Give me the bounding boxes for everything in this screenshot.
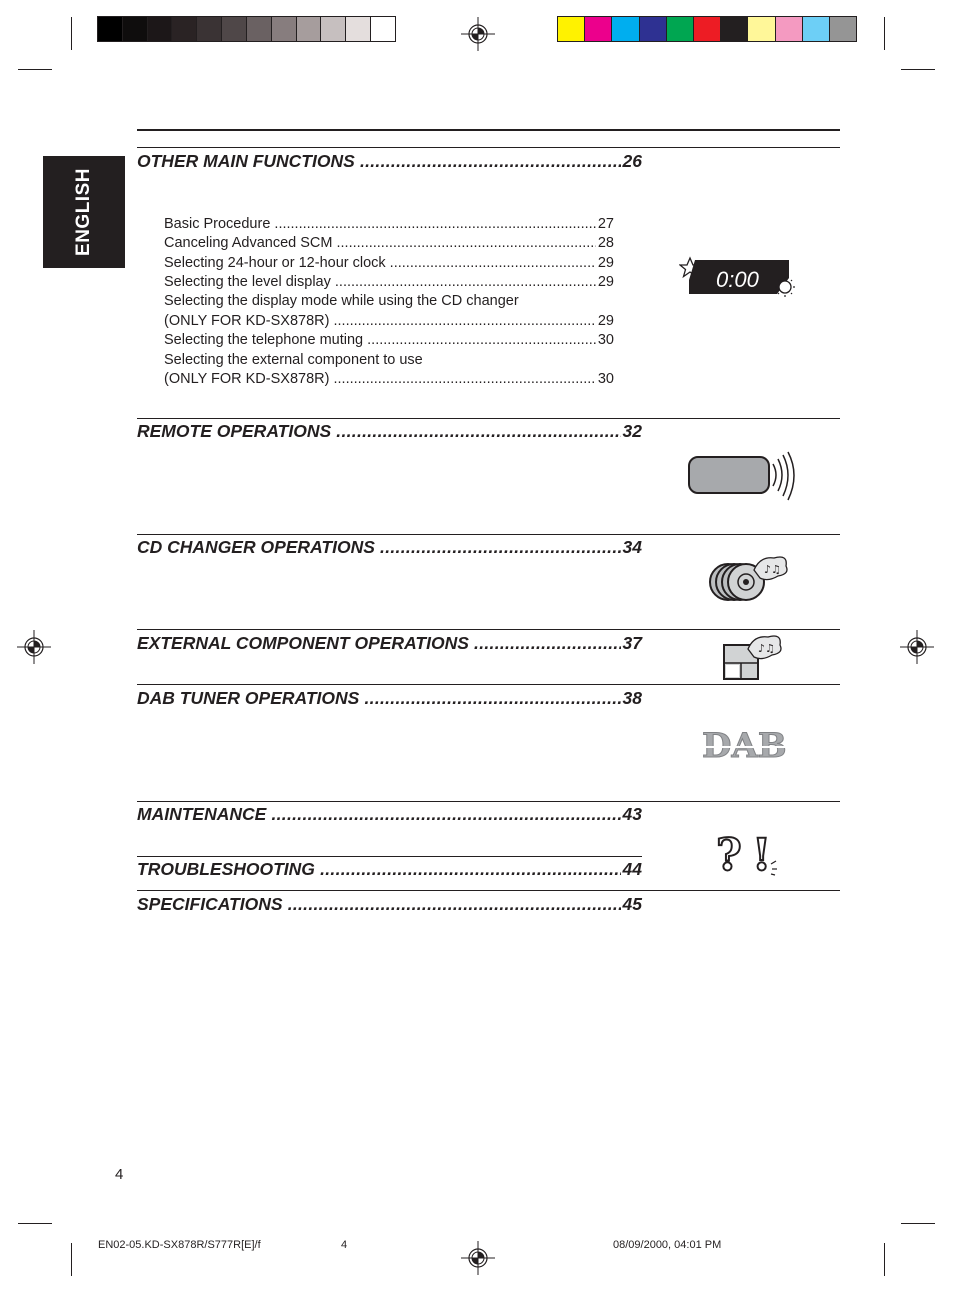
toc-subitem-page: 29 <box>597 313 614 329</box>
toc-section-other-main-functions[interactable] <box>137 151 642 172</box>
color-swatch <box>803 17 830 41</box>
toc-subitem-page: 30 <box>597 332 614 348</box>
registration-mark-icon <box>461 1241 495 1275</box>
svg-text:♪♫: ♪♫ <box>758 642 775 655</box>
toc-subitem-title: Canceling Advanced SCM ..... <box>164 235 596 251</box>
toc-section-title: TROUBLESHOOTING ..... <box>137 859 621 880</box>
toc-section-page: 43 <box>622 804 642 824</box>
registration-mark-icon <box>900 630 934 664</box>
toc-subitem[interactable] <box>164 274 614 290</box>
language-tab <box>43 156 125 268</box>
footer-timestamp: 08/09/2000, 04:01 PM <box>613 1239 722 1251</box>
clock-display-icon <box>679 256 797 302</box>
divider <box>137 856 642 857</box>
crop-mark <box>901 69 935 70</box>
toc-subitem-title: Selecting the display mode while using the CD changer <box>164 293 519 309</box>
toc-subitem-page: 29 <box>597 255 614 271</box>
toc-section-page: 32 <box>622 421 642 441</box>
toc-section-page: 44 <box>622 859 642 879</box>
toc-section-page: 26 <box>622 151 642 171</box>
color-swatch <box>247 17 272 41</box>
toc-subitem[interactable] <box>164 371 614 387</box>
crop-mark <box>18 1223 52 1224</box>
footer-page: 4 <box>341 1239 348 1251</box>
toc-section-page: 34 <box>622 537 642 557</box>
toc-section-page: 38 <box>622 688 642 708</box>
color-swatch <box>830 17 856 41</box>
toc-subitem-title: Selecting 24-hour or 12-hour clock ..... <box>164 255 596 271</box>
external-component-icon <box>722 633 784 681</box>
toc-subitem-page: 29 <box>597 274 614 290</box>
toc-section-dab-tuner-operations[interactable] <box>137 688 642 709</box>
toc-section-page: 45 <box>622 894 642 914</box>
toc-section-remote-operations[interactable] <box>137 421 642 442</box>
toc-section-title: CD CHANGER OPERATIONS ..... <box>137 537 621 558</box>
crop-mark <box>884 1243 885 1276</box>
toc-subitem-title: Selecting the level display ..... <box>164 274 596 290</box>
toc-subitem-title: Selecting the telephone muting ..... <box>164 332 596 348</box>
language-tab-label: ENGLISH <box>73 168 94 256</box>
cd-changer-icon <box>708 552 790 604</box>
toc-section-external-component-operations[interactable] <box>137 633 642 654</box>
svg-text:!: ! <box>752 830 772 876</box>
color-swatch <box>321 17 346 41</box>
color-swatch <box>222 17 247 41</box>
grayscale-calibration-bar <box>97 16 396 42</box>
dab-logo-icon <box>702 727 790 761</box>
toc-section-title: OTHER MAIN FUNCTIONS ..... <box>137 151 621 172</box>
toc-section-cd-changer-operations[interactable] <box>137 537 642 558</box>
divider <box>137 629 840 630</box>
toc-subitem[interactable] <box>164 235 614 251</box>
crop-mark <box>18 69 52 70</box>
toc-subitem[interactable] <box>164 313 614 329</box>
divider <box>137 147 840 148</box>
question-exclamation-icon <box>716 828 780 876</box>
footer-file-name: EN02-05.KD-SX878R/S777R[E]/f <box>98 1239 261 1251</box>
svg-text:♪♫: ♪♫ <box>764 563 781 576</box>
color-swatch <box>123 17 148 41</box>
toc-subitem-page: 27 <box>597 216 614 232</box>
toc-section-title: MAINTENANCE ..... <box>137 804 621 825</box>
color-swatch <box>694 17 721 41</box>
toc-section-troubleshooting[interactable] <box>137 859 642 880</box>
toc-subitem-page: 30 <box>597 371 614 387</box>
color-calibration-bar <box>557 16 857 42</box>
toc-subitem-title: Basic Procedure ..... <box>164 216 596 232</box>
toc-section-maintenance[interactable] <box>137 804 642 825</box>
clock-display-text: 0:00 <box>716 267 759 292</box>
registration-mark-icon <box>461 17 495 51</box>
divider <box>137 684 840 685</box>
color-swatch <box>640 17 667 41</box>
registration-mark-icon <box>17 630 51 664</box>
crop-mark <box>884 17 885 50</box>
remote-control-icon <box>687 450 803 502</box>
top-rule <box>137 129 840 131</box>
toc-section-title: SPECIFICATIONS ..... <box>137 894 621 915</box>
color-swatch <box>776 17 803 41</box>
svg-text:?: ? <box>716 830 742 876</box>
divider <box>137 534 840 535</box>
color-swatch <box>172 17 197 41</box>
color-swatch <box>148 17 173 41</box>
color-swatch <box>612 17 639 41</box>
color-swatch <box>748 17 775 41</box>
divider <box>137 890 840 891</box>
toc-section-title: REMOTE OPERATIONS ..... <box>137 421 621 442</box>
divider <box>137 418 840 419</box>
toc-subitem-page: 28 <box>597 235 614 251</box>
color-swatch <box>667 17 694 41</box>
toc-subitem-title: Selecting the external component to use <box>164 352 423 368</box>
color-swatch <box>721 17 748 41</box>
color-swatch <box>297 17 322 41</box>
color-swatch <box>346 17 371 41</box>
toc-subitem[interactable] <box>164 216 614 232</box>
dab-logo-text: DAB <box>702 727 787 761</box>
toc-section-specifications[interactable] <box>137 894 642 915</box>
toc-section-title: EXTERNAL COMPONENT OPERATIONS ..... <box>137 633 621 654</box>
color-swatch <box>197 17 222 41</box>
toc-subitem[interactable] <box>164 255 614 271</box>
color-swatch <box>272 17 297 41</box>
color-swatch <box>585 17 612 41</box>
toc-subitem-title: (ONLY FOR KD-SX878R) ..... <box>164 371 596 387</box>
crop-mark <box>901 1223 935 1224</box>
page-number: 4 <box>115 1166 124 1183</box>
toc-section-title: DAB TUNER OPERATIONS ..... <box>137 688 621 709</box>
crop-mark <box>71 17 72 50</box>
crop-mark <box>71 1243 72 1276</box>
toc-section-page: 37 <box>622 633 642 653</box>
color-swatch <box>558 17 585 41</box>
toc-subitem-title: (ONLY FOR KD-SX878R) ..... <box>164 313 596 329</box>
color-swatch <box>98 17 123 41</box>
toc-subitem[interactable] <box>164 332 614 348</box>
divider <box>137 801 840 802</box>
color-swatch <box>371 17 395 41</box>
